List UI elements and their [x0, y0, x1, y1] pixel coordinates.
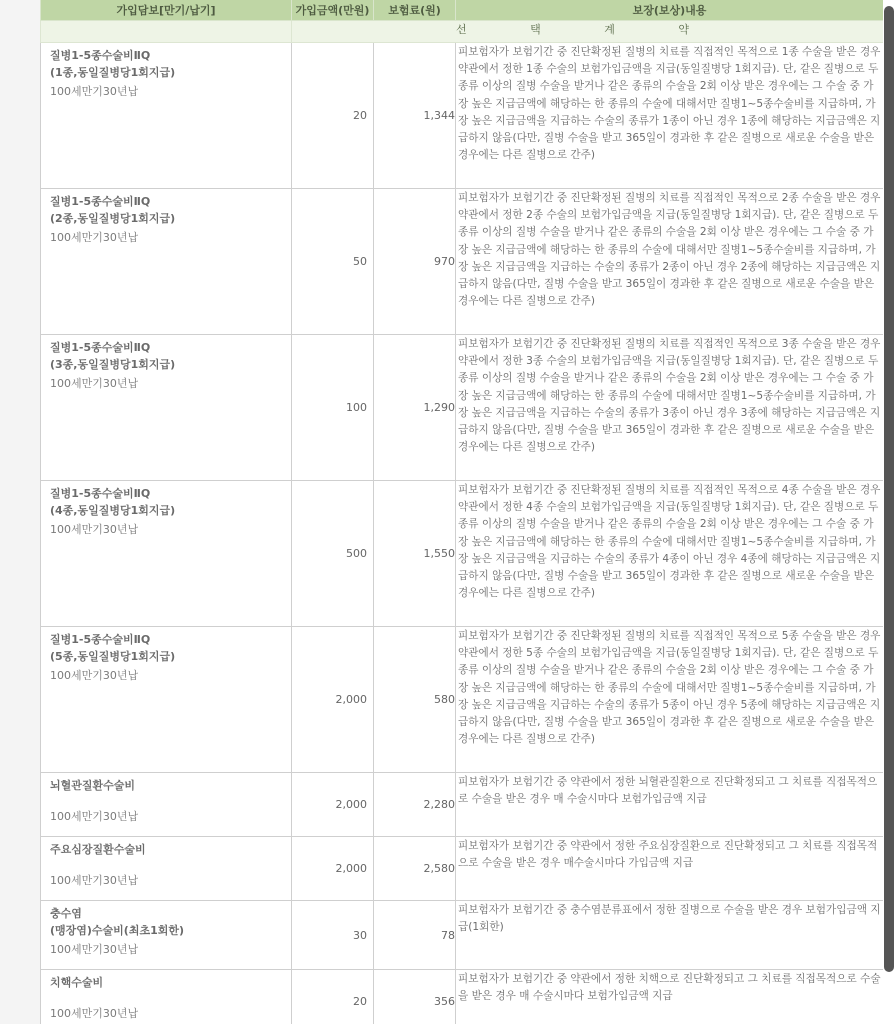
coverage-name: 질병1-5종수술비ⅡQ (1종,동일질병당1회지급) [50, 49, 176, 79]
coverage-name-cell [41, 970, 292, 1024]
header-premium: 보험료(원) [374, 0, 456, 21]
section-blank-cell [41, 21, 292, 43]
description-cell: 피보험자가 보험기간 중 진단확정된 질병의 치료를 직접적인 목적으로 3종 수술을 받은 경우 약관에서 정한 3종 수술의 보험가입금액을 지급(동일질병당 1회지급). 단, 같은 질병으로 두 종류 이상의 질병 수술을 받거나 같은 종류의 수술을 2회 이상 받은 경우에는 그 수술 중 가장 높은 지급금액에 해당하는 한 종류의 수술에 대해서만 질병1~5종수술비를 지급하며, 가장 높은 지급금액을 지급하는 수술의 종류가 3종이 아닌 경우 3종에 해당하는 지급금액은 지급하지 않음(다만, 질병 수술을 받고 365일이 경과한 후 같은 질병으로 새로운 수술을 받은 경우에는 다른 질병으로 간주) [456, 335, 884, 481]
description-cell: 피보험자가 보험기간 중 충수염분류표에서 정한 질병으로 수술을 받은 경우 보험가입금액 지급(1회한) [456, 901, 884, 970]
table-row [41, 970, 884, 1024]
table-row [41, 43, 884, 189]
premium-cell: 2,280 [374, 773, 456, 837]
amount-cell: 20 [292, 43, 374, 189]
premium-cell: 970 [374, 189, 456, 335]
coverage-name-cell [41, 481, 292, 627]
left-margin [0, 0, 40, 1024]
coverage-name-cell [41, 627, 292, 773]
vertical-scrollbar[interactable] [883, 0, 896, 1024]
premium-cell: 580 [374, 627, 456, 773]
amount-cell: 2,000 [292, 837, 374, 901]
coverage-name: 뇌혈관질환수술비 [50, 779, 136, 792]
section-row-optional [41, 21, 884, 43]
scrollbar-thumb[interactable] [884, 6, 894, 972]
amount-cell: 20 [292, 970, 374, 1024]
coverage-name: 질병1-5종수술비ⅡQ (2종,동일질병당1회지급) [50, 195, 176, 225]
amount-cell: 2,000 [292, 773, 374, 837]
table-row [41, 335, 884, 481]
table-row [41, 481, 884, 627]
coverage-name-cell [41, 189, 292, 335]
premium-cell: 1,344 [374, 43, 456, 189]
coverage-name: 질병1-5종수술비ⅡQ (5종,동일질병당1회지급) [50, 633, 176, 663]
coverage-name: 질병1-5종수술비ⅡQ (3종,동일질병당1회지급) [50, 341, 176, 371]
coverage-name: 치핵수술비 [50, 976, 104, 989]
table-row [41, 773, 884, 837]
description-cell: 피보험자가 보험기간 중 약관에서 정한 뇌혈관질환으로 진단확정되고 그 치료를 직접목적으로 수술을 받은 경우 매 수술시마다 보험가입금액 지급 [456, 773, 884, 837]
description-cell: 피보험자가 보험기간 중 진단확정된 질병의 치료를 직접적인 목적으로 2종 수술을 받은 경우 약관에서 정한 2종 수술의 보험가입금액을 지급(동일질병당 1회지급). 단, 같은 질병으로 두 종류 이상의 질병 수술을 받거나 같은 종류의 수술을 2회 이상 받은 경우에는 그 수술 중 가장 높은 지급금액에 해당하는 한 종류의 수술에 대해서만 질병1~5종수술비를 지급하며, 가장 높은 지급금액을 지급하는 수술의 종류가 2종이 아닌 경우 2종에 해당하는 지급금액은 지급하지 않음(다만, 질병 수술을 받고 365일이 경과한 후 같은 질병으로 새로운 수술을 받은 경우에는 다른 질병으로 간주) [456, 189, 884, 335]
amount-cell: 50 [292, 189, 374, 335]
amount-cell: 30 [292, 901, 374, 970]
coverage-name: 질병1-5종수술비ⅡQ (4종,동일질병당1회지급) [50, 487, 176, 517]
premium-cell: 1,550 [374, 481, 456, 627]
coverage-name-cell [41, 773, 292, 837]
premium-cell: 1,290 [374, 335, 456, 481]
coverage-period: 100세만기30년납 [50, 669, 139, 682]
header-description: 보장(보상)내용 [456, 0, 884, 21]
description-cell: 피보험자가 보험기간 중 진단확정된 질병의 치료를 직접적인 목적으로 1종 수술을 받은 경우 약관에서 정한 1종 수술의 보험가입금액을 지급(동일질병당 1회지급). 단, 같은 질병으로 두 종류 이상의 질병 수술을 받거나 같은 종류의 수술을 2회 이상 받은 경우에는 그 수술 중 가장 높은 지급금액에 해당하는 한 종류의 수술에 대해서만 질병1~5종수술비를 지급하며, 가장 높은 지급금액을 지급하는 수술의 종류가 1종이 아닌 경우 1종에 해당하는 지급금액은 지급하지 않음(다만, 질병 수술을 받고 365일이 경과한 후 같은 질병으로 새로운 수술을 받은 경우에는 다른 질병으로 간주) [456, 43, 884, 189]
coverage-name-cell [41, 335, 292, 481]
coverage-name-cell [41, 43, 292, 189]
premium-cell: 2,580 [374, 837, 456, 901]
coverage-period: 100세만기30년납 [50, 810, 139, 823]
coverage-name: 충수염 (맹장염)수술비(최초1회한) [50, 907, 185, 937]
coverage-name-cell [41, 901, 292, 970]
coverage-table-container [40, 0, 883, 1024]
amount-cell: 100 [292, 335, 374, 481]
table-header-row [41, 0, 884, 21]
premium-cell: 78 [374, 901, 456, 970]
table-row [41, 189, 884, 335]
coverage-period: 100세만기30년납 [50, 377, 139, 390]
header-amount: 가입금액(만원) [292, 0, 374, 21]
amount-cell: 2,000 [292, 627, 374, 773]
premium-cell: 356 [374, 970, 456, 1024]
table-row [41, 627, 884, 773]
description-cell: 피보험자가 보험기간 중 진단확정된 질병의 치료를 직접적인 목적으로 4종 수술을 받은 경우 약관에서 정한 4종 수술의 보험가입금액을 지급(동일질병당 1회지급). 단, 같은 질병으로 두 종류 이상의 질병 수술을 받거나 같은 종류의 수술을 2회 이상 받은 경우에는 그 수술 중 가장 높은 지급금액에 해당하는 한 종류의 수술에 대해서만 질병1~5종수술비를 지급하며, 가장 높은 지급금액을 지급하는 수술의 종류가 4종이 아닌 경우 4종에 해당하는 지급금액은 지급하지 않음(다만, 질병 수술을 받고 365일이 경과한 후 같은 질병으로 새로운 수술을 받은 경우에는 다른 질병으로 간주) [456, 481, 884, 627]
coverage-period: 100세만기30년납 [50, 874, 139, 887]
coverage-period: 100세만기30년납 [50, 523, 139, 536]
coverage-name-cell [41, 837, 292, 901]
table-row [41, 837, 884, 901]
description-cell: 피보험자가 보험기간 중 진단확정된 질병의 치료를 직접적인 목적으로 5종 수술을 받은 경우 약관에서 정한 5종 수술의 보험가입금액을 지급(동일질병당 1회지급). 단, 같은 질병으로 두 종류 이상의 질병 수술을 받거나 같은 종류의 수술을 2회 이상 받은 경우에는 그 수술 중 가장 높은 지급금액에 해당하는 한 종류의 수술에 대해서만 질병1~5종수술비를 지급하며, 가장 높은 지급금액을 지급하는 수술의 종류가 5종이 아닌 경우 5종에 해당하는 지급금액은 지급하지 않음(다만, 질병 수술을 받고 365일이 경과한 후 같은 질병으로 새로운 수술을 받은 경우에는 다른 질병으로 간주) [456, 627, 884, 773]
coverage-period: 100세만기30년납 [50, 943, 139, 956]
header-coverage-name: 가입담보[만기/납기] [41, 0, 292, 21]
section-label: 선 택 계 약 [292, 21, 884, 43]
coverage-period: 100세만기30년납 [50, 1007, 139, 1020]
amount-cell: 500 [292, 481, 374, 627]
coverage-table [40, 0, 883, 1024]
coverage-period: 100세만기30년납 [50, 85, 139, 98]
coverage-period: 100세만기30년납 [50, 231, 139, 244]
description-cell: 피보험자가 보험기간 중 약관에서 정한 주요심장질환으로 진단확정되고 그 치료를 직접목적으로 수술을 받은 경우 매수술시마다 가입금액 지급 [456, 837, 884, 901]
coverage-name: 주요심장질환수술비 [50, 843, 146, 856]
description-cell: 피보험자가 보험기간 중 약관에서 정한 치핵으로 진단확정되고 그 치료를 직접목적으로 수술을 받은 경우 매 수술시마다 보험가입금액 지급 [456, 970, 884, 1024]
table-row [41, 901, 884, 970]
